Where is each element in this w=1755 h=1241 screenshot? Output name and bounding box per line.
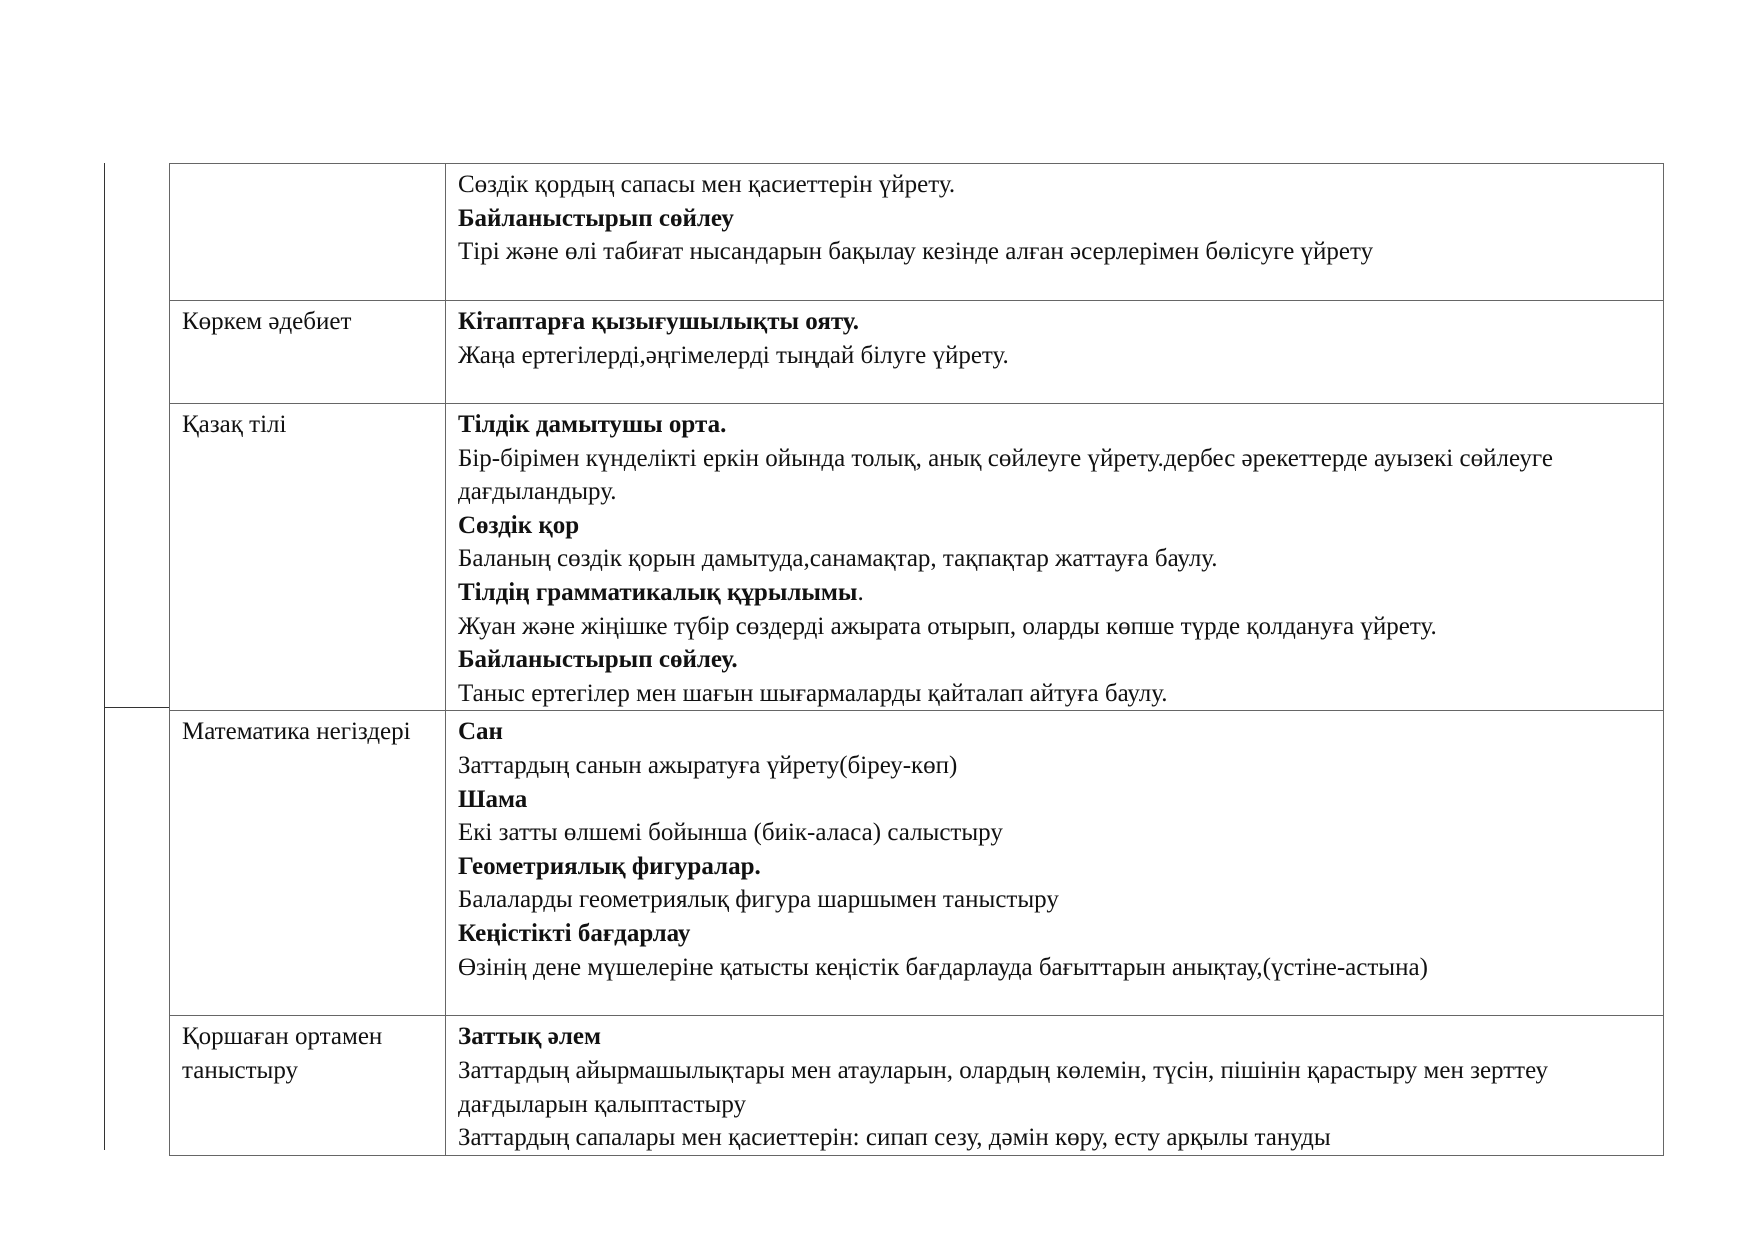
content-line: Балаларды геометриялық фигура шаршымен таныстыру <box>458 886 1059 914</box>
left-margin-line-upper <box>104 163 105 708</box>
subject-label: Математика негіздері <box>182 718 411 746</box>
content-line: Жуан және жіңішке түбір сөздерді ажырата отырып, оларды көпше түрде қолдануға үйрету. <box>458 612 1437 640</box>
content-cell <box>446 1016 1664 1155</box>
content-line: Жаңа ертегілерді,әңгімелерді тыңдай білуге үйрету. <box>458 341 1009 369</box>
table-row <box>170 1016 1664 1155</box>
curriculum-table <box>169 163 1664 1156</box>
section-heading: Шама <box>458 785 528 813</box>
content-line: Өзінің дене мүшелеріне қатысты кеңістік бағдарлауда бағыттарын анықтау,(үстіне-астына) <box>458 953 1428 981</box>
content-line: Екі затты өлшемі бойынша (биік-аласа) салыстыру <box>458 819 1003 847</box>
section-heading: Кітаптарға қызығушылықты ояту. <box>458 308 860 335</box>
table-row <box>170 164 1664 301</box>
subject-cell <box>170 1016 446 1155</box>
content-line: Бір-бірімен күнделікті еркін ойында толық, анық сөйлеуге үйрету.дербес әрекеттерде ауызекі сөйлеуге дағдыландыру. <box>458 444 1553 506</box>
section-heading: Сөздік қор <box>458 511 580 539</box>
section-heading: Байланыстырып сөйлеу <box>458 204 734 232</box>
section-heading: Заттық әлем <box>458 1023 602 1051</box>
subject-cell <box>170 711 446 1016</box>
content-cell <box>446 164 1664 301</box>
content-line: Баланың сөздік қорын дамытуда,санамақтар, тақпақтар жаттауға баулу. <box>458 545 1218 573</box>
content-line: Таныс ертегілер мен шағын шығармаларды қайталап айтуға баулу. <box>458 679 1168 707</box>
content-line: Заттардың айырмашылықтары мен атауларын, олардың көлемін, түсін, пішінін қарастыру мен зерттеу дағдыларын қалыптастыру <box>458 1056 1549 1118</box>
section-heading: Геометриялық фигуралар. <box>458 852 761 880</box>
content-line: Тірі және өлі табиғат нысандарын бақылау кезінде алған әсерлерімен бөлісуге үйрету <box>458 238 1374 266</box>
subject-cell <box>170 301 446 404</box>
content-line: Заттардың санын ажыратуға үйрету(біреу-көп) <box>458 751 958 779</box>
subject-label: Қазақ тілі <box>182 411 287 438</box>
section-heading: Сан <box>458 718 503 746</box>
content-cell <box>446 301 1664 404</box>
content-cell <box>446 404 1664 711</box>
section-heading: Кеңістікті бағдарлау <box>458 919 691 947</box>
heading-suffix: . <box>857 578 864 606</box>
left-margin-line-lower <box>104 707 105 1150</box>
table-row <box>170 301 1664 404</box>
section-heading: Тілдік дамытушы орта. <box>458 411 727 438</box>
left-margin-connector <box>104 707 170 708</box>
section-heading: Тілдің грамматикалық құрылымы <box>458 578 858 606</box>
content-cell <box>446 711 1664 1016</box>
subject-cell <box>170 164 446 301</box>
subject-label: Көркем әдебиет <box>182 308 352 335</box>
table-row <box>170 404 1664 711</box>
section-heading: Байланыстырып сөйлеу. <box>458 646 738 674</box>
section-heading-with-suffix <box>458 576 1651 610</box>
subject-label: Қоршаған ортамен таныстыру <box>182 1023 383 1084</box>
table-row <box>170 711 1664 1016</box>
subject-cell <box>170 404 446 711</box>
content-line: Заттардың сапалары мен қасиеттерін: сипап сезу, дәмін көру, есту арқылы тануды <box>458 1124 1331 1152</box>
content-line: Сөздік қордың сапасы мен қасиеттерін үйрету. <box>458 171 956 198</box>
